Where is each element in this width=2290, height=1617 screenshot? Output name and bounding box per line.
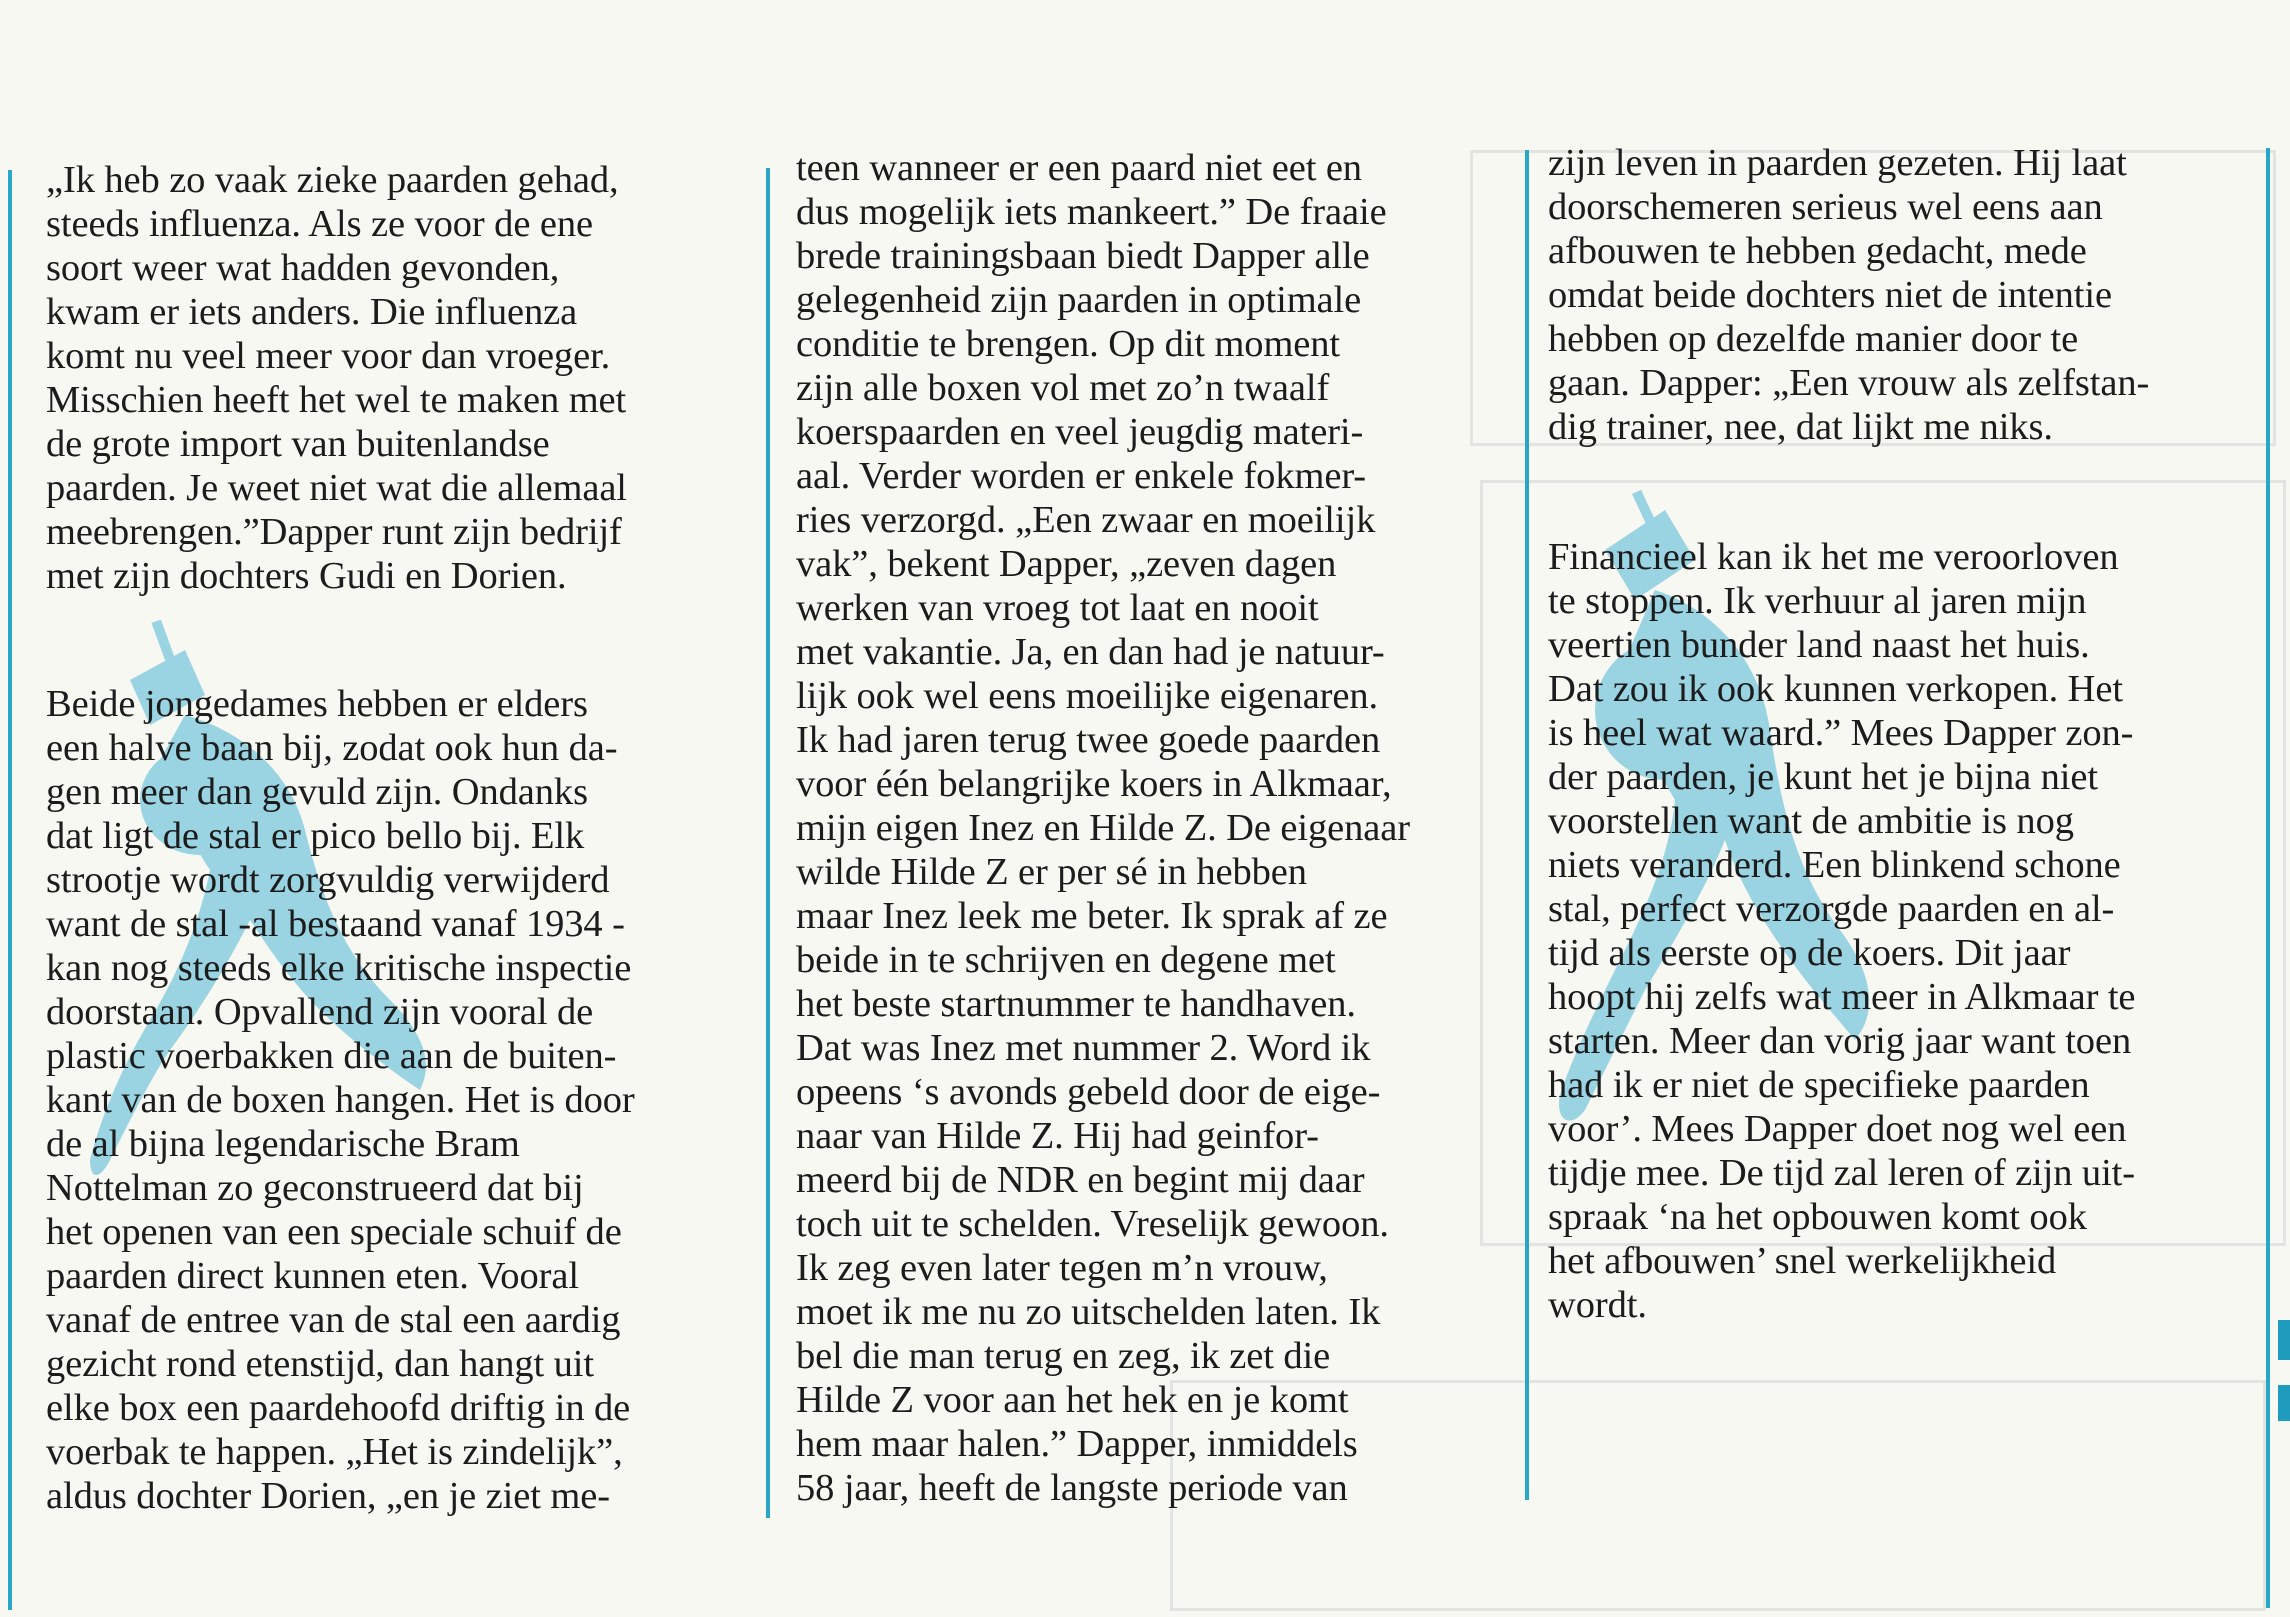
column-rule-right [2266,148,2270,1608]
edge-marker [2278,1320,2290,1360]
article-column-3 [1548,141,2248,1327]
article-paragraph: teen wanneer er een paard niet eet en dus mogelijk iets mankeert.” De fraaie brede trainingsbaan biedt Dapper alle gelegenheid zijn paarden in optimale conditie te brengen. Op dit moment zijn alle boxen vol met zo’n twaalf koerspaarden en veel jeugdig materi- aal. Verder worden er enkele fokmer- ries verzorgd. „Een zwaar en moeilijk vak”, bekent Dapper, „zeven dagen werken van vroeg tot laat en nooit met vakantie. Ja, en dan had je natuur- lijk ook wel eens moeilijke eigenaren. Ik had jaren terug twee goede paarden voor één belangrijke koers in Alkmaar, mijn eigen Inez en Hilde Z. De eigenaar wilde Hilde Z er per sé in hebben maar Inez leek me beter. Ik sprak af ze beide in te schrijven en degene met het beste startnummer te handhaven. Dat was Inez met nummer 2. Word ik opeens ‘s avonds gebeld door de eige- naar van Hilde Z. Hij had geinfor- meerd bij de NDR en begint mij daar toch uit te schelden. Vreselijk gewoon. Ik zeg even later tegen m’n vrouw, moet ik me nu zo uitschelden laten. Ik bel die man terug en zeg, ik zet die Hilde Z voor aan het hek en je komt hem maar halen.” Dapper, inmiddels 58 jaar, heeft de langste periode van [796,147,1410,1509]
article-paragraph: „Ik heb zo vaak zieke paarden gehad, steeds influenza. Als ze voor de ene soort weer wat hadden gevonden, kwam er iets anders. Die influenza komt nu veel meer voor dan vroeger. Misschien heeft het wel te maken met de grote import van buitenlandse paarden. Je weet niet wat die allemaal meebrengen.”Dapper runt zijn bedrijf met zijn dochters Gudi en Dorien. [46,159,627,597]
article-paragraph: Financieel kan ik het me veroorloven te stoppen. Ik verhuur al jaren mijn veertien bunder land naast het huis. Dat zou ik ook kunnen verkopen. Het is heel wat waard.” Mees Dapper zon- der paarden, je kunt het je bijna niet voorstellen want de ambitie is nog niets veranderd. Een blinkend schone stal, perfect verzorgde paarden en al- tijd als eerste op de koers. Dit jaar hoopt hij zelfs wat meer in Alkmaar te starten. Meer dan vorig jaar want toen had ik er niet de specifieke paarden voor’. Mees Dapper doet nog wel een tijdje mee. De tijd zal leren of zijn uit- spraak ‘na het opbouwen komt ook het afbouwen’ snel werkelijkheid wordt. [1548,536,2136,1326]
column-rule-center-right [1525,150,1529,1500]
edge-marker [2278,1385,2290,1421]
article-paragraph: Beide jongedames hebben er elders een halve baan bij, zodat ook hun da- gen meer dan gevuld zijn. Ondanks dat ligt de stal er pico bello bij. Elk strootje wordt zorgvuldig verwijderd want de stal -al bestaand vanaf 1934 - kan nog steeds elke kritische inspectie doorstaan. Opvallend zijn vooral de plastic voerbakken die aan de buiten- kant van de boxen hangen. Het is door de al bijna legendarische Bram Nottelman zo geconstrueerd dat bij het openen van een speciale schuif de paarden direct kunnen eten. Vooral vanaf de entree van de stal een aardig gezicht rond etenstijd, dan hangt uit elke box een paardehoofd driftig in de voerbak te happen. „Het is zindelijk”, aldus dochter Dorien, „en je ziet me- [46,683,635,1517]
article-paragraph: zijn leven in paarden gezeten. Hij laat doorschemeren serieus wel eens aan afbouwen te hebben gedacht, mede omdat beide dochters niet de intentie hebben op dezelfde manier door te gaan. Dapper: „Een vrouw als zelfstan- dig trainer, nee, dat lijkt me niks. [1548,142,2150,448]
article-column-2 [796,146,1506,1510]
column-rule-center-left [766,168,770,1518]
article-column-1 [46,158,756,1518]
column-rule-left [8,170,12,1610]
